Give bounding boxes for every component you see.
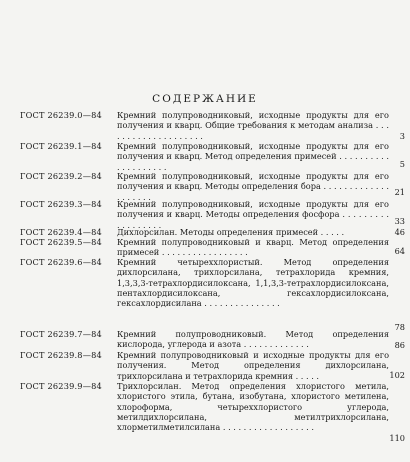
entry-page: 5 xyxy=(399,159,405,169)
entry-code: ГОСТ 26239.2—84 xyxy=(20,171,102,181)
entry-description: Кремний полупроводниковый, исходные продукты для его получения и кварц. Методы определения бора . . . . . . . . . . . . . . . . . . . . xyxy=(117,171,389,202)
entry-page: 86 xyxy=(394,340,405,350)
entry-description: Дихлорсилан. Методы определения примесей . . . . . xyxy=(117,227,345,237)
entry-page: 33 xyxy=(394,216,405,226)
entry-page: 78 xyxy=(394,322,405,332)
entry-description: Кремний полупроводниковый, исходные продукты для его получения и кварц. Метод определения примесей . . . . . . . . . . . . . . . . . . . . xyxy=(117,141,389,172)
entry-description: Трихлорсилан. Метод определения хлористого метила, хлористого этила, бутана, изобутана, хлористого метилена, хлороформа, четыреххлористого углерода, метилдихлорсилана, метилтрихлорсилана, хлорметилметилсилана . . . . . . . . . . . . . . . . . . xyxy=(117,381,389,433)
entry-page: 64 xyxy=(394,246,405,256)
entry-code: ГОСТ 26239.5—84 xyxy=(20,237,102,247)
entry-code: ГОСТ 26239.3—84 xyxy=(20,199,102,209)
entry-code: ГОСТ 26239.1—84 xyxy=(20,141,102,151)
page-title: СОДЕРЖАНИЕ xyxy=(152,93,258,105)
entry-code: ГОСТ 26239.6—84 xyxy=(20,257,102,267)
entry-code: ГОСТ 26239.8—84 xyxy=(20,350,102,360)
entry-description: Кремний полупроводниковый и кварц. Метод определения примесей . . . . . . . . . . . . . . . . . xyxy=(117,237,389,258)
entry-code: ГОСТ 26239.0—84 xyxy=(20,110,102,120)
entry-description: Кремний полупроводниковый, исходные продукты для его получения и кварц. Общие требования к методам анализа . . . . . . . . . . . . . . . . . . . . xyxy=(117,110,389,141)
entry-code: ГОСТ 26239.9—84 xyxy=(20,381,102,391)
entry-description: Кремний полупроводниковый, исходные продукты для его получения и кварц. Методы определения фосфора . . . . . . . . . . . . . . . . . . xyxy=(117,199,389,230)
entry-description: Кремний полупроводниковый и исходные продукты для его получения. Метод определения дихлорсилана, трихлорсилана и тетрахлорида кремния . . . . . xyxy=(117,350,389,381)
entry-description: Кремний четыреххлористый. Метод определения дихлорсилана, трихлорсилана, тетрахлорида кремния, 1,3,3,3-тетрахлордисилоксана, 1,1,3,3-тетрахлордисилоксана, пентахлордисилоксана, гексахлордисилоксана, гексахлордисилана . . . . . . . . . . . . . . . xyxy=(117,257,389,309)
entry-page: 110 xyxy=(389,433,405,443)
entry-page: 46 xyxy=(394,227,405,237)
entry-page: 102 xyxy=(389,370,405,380)
entry-description: Кремний полупроводниковый. Метод определения кислорода, углерода и азота . . . . . . . . . . . . . xyxy=(117,329,389,350)
entry-page: 3 xyxy=(399,131,405,141)
entry-page: 21 xyxy=(394,187,405,197)
entry-code: ГОСТ 26239.4—84 xyxy=(20,227,102,237)
entry-code: ГОСТ 26239.7—84 xyxy=(20,329,102,339)
